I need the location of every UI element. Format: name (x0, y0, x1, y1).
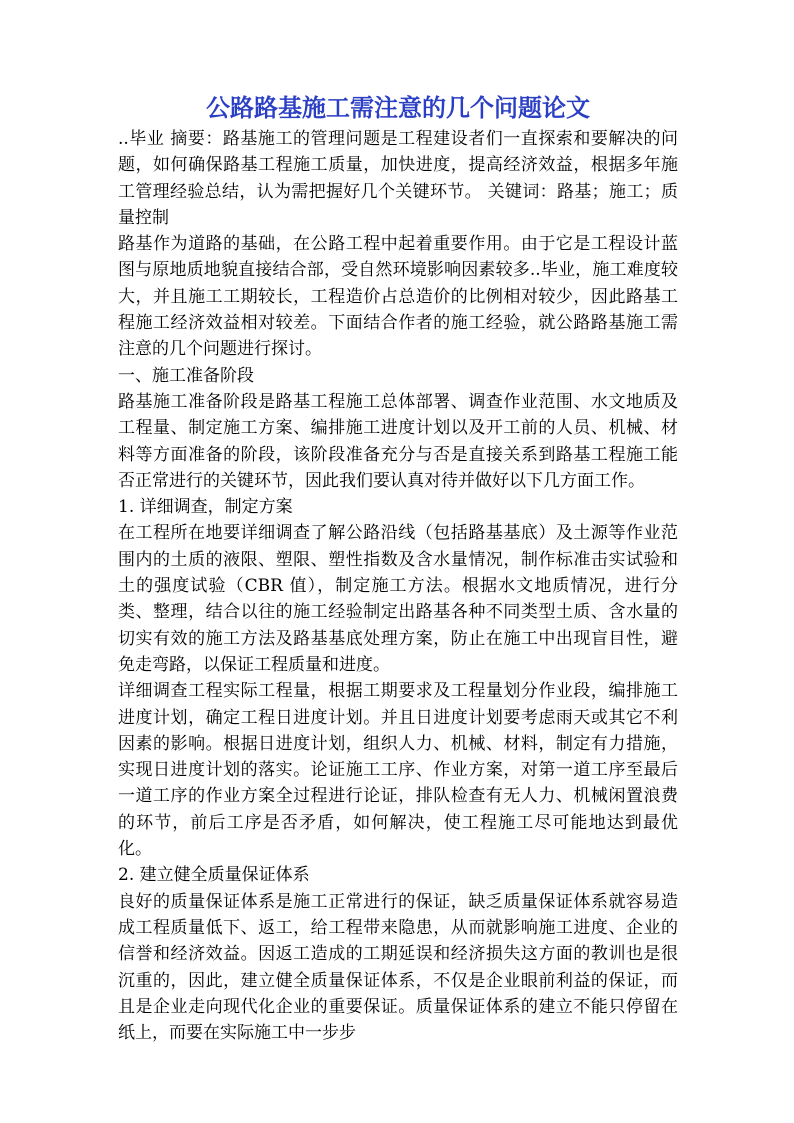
investigation-paragraph-1: 在工程所在地要详细调查了解公路沿线（包括路基基底）及土源等作业范围内的土质的液限、塑限、塑性指数及含水量情况，制作标准击实试验和土的强度试验（CBR 值），制定施工方法。根据水文地质情况，进行分类、整理，结合以往的施工经验制定出路基各种不同类型土质、含水量的切实有效的施工方法及路基基底处理方案，防止在施工中出现盲目性，避免走弯路，以保证工程质量和进度。 (118, 523, 678, 675)
section-heading-preparation: 一、施工准备阶段 (118, 365, 254, 386)
subsection-heading-quality-system: 2. 建立健全质量保证体系 (118, 865, 310, 886)
quality-system-paragraph: 良好的质量保证体系是施工正常进行的保证，缺乏质量保证体系就容易造成工程质量低下、返工，给工程带来隐患，从而就影响施工进度、企业的信誉和经济效益。因返工造成的工期延误和经济损失这方面的教训也是很沉重的，因此，建立健全质量保证体系，不仅是企业眼前利益的保证，而且是企业走向现代化企业的重要保证。质量保证体系的建立不能只停留在纸上，而要在实际施工中一步步 (118, 891, 678, 1044)
investigation-paragraph-2: 详细调查工程实际工程量，根据工期要求及工程量划分作业段，编排施工进度计划，确定工程日进度计划。并且日进度计划要考虑雨天或其它不利因素的影响。根据日进度计划，组织人力、机械、材料，制定有力措施，实现日进度计划的落实。论证施工工序、作业方案，对第一道工序至最后一道工序的作业方案全过程进行论证，排队检查有无人力、机械闲置浪费的环节，前后工序是否矛盾，如何解决，使工程施工尽可能地达到最优化。 (118, 681, 678, 860)
subsection-heading-investigation: 1. 详细调查，制定方案 (118, 497, 293, 518)
document-page (118, 92, 678, 1046)
intro-paragraph: 路基作为道路的基础，在公路工程中起着重要作用。由于它是工程设计蓝图与原地质地貌直接结合部，受自然环境影响因素较多..毕业，施工难度较大，并且施工工期较长，工程造价占总造价的比例相对较少，因此路基工程施工经济效益相对较差。下面结合作者的施工经验，就公路路基施工需注意的几个问题进行探讨。 (118, 234, 678, 360)
preparation-paragraph: 路基施工准备阶段是路基工程施工总体部署、调查作业范围、水文地质及工程量、制定施工方案、编排施工进度计划以及开工前的人员、机械、材料等方面准备的阶段，该阶段准备充分与否是直接关系到路基工程施工能否正常进行的关键环节，因此我们要认真对待并做好以下几方面工作。 (118, 391, 678, 491)
document-title: 公路路基施工需注意的几个问题论文 (206, 93, 590, 122)
abstract-paragraph: ..毕业 摘要：路基施工的管理问题是工程建设者们一直探索和要解决的问题，如何确保路基工程施工质量，加快进度，提高经济效益，根据多年施工管理经验总结，认为需把握好几个关键环节。 关键词：路基；施工；质量控制 (118, 129, 678, 228)
